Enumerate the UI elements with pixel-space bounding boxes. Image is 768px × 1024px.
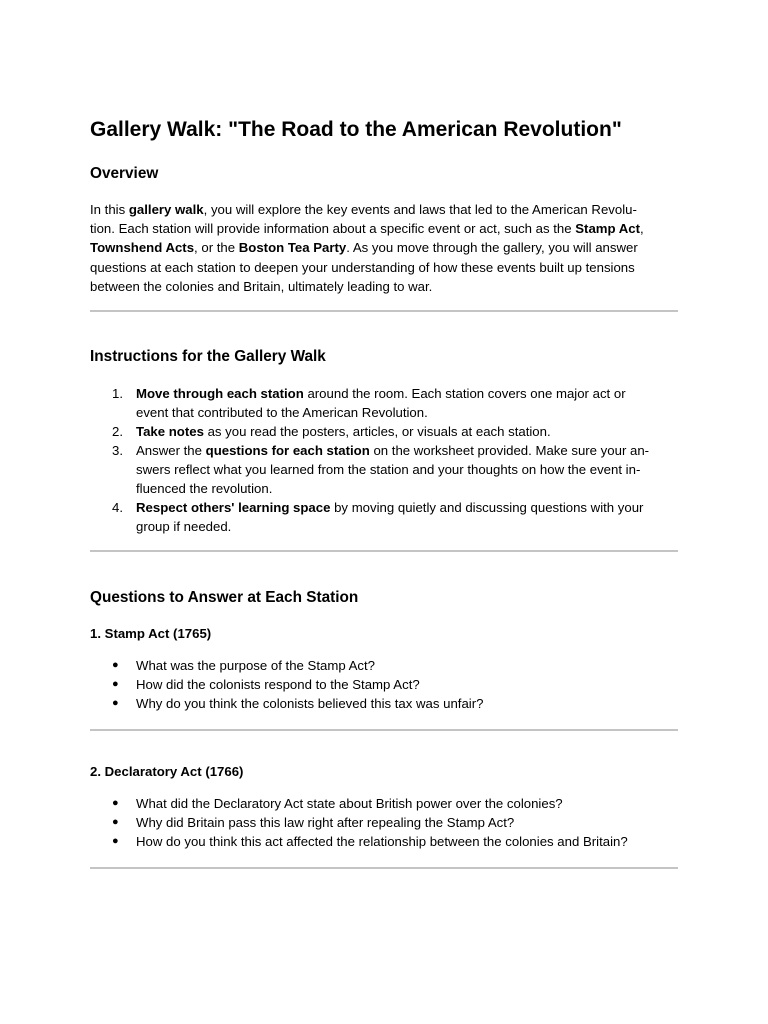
- overview-text: , or the: [194, 240, 239, 256]
- overview-bold-gallery-walk: gallery walk: [128, 202, 204, 217]
- overview-bold-townshend-acts: Townshend Acts: [90, 240, 195, 256]
- question-item: [90, 813, 678, 832]
- overview-text: In this: [90, 202, 129, 217]
- overview-text: . As you move through the gallery, you will answer: [346, 240, 638, 256]
- overview-bold-stamp-act: Stamp Act: [575, 221, 640, 237]
- instruction-text: Answer the: [136, 443, 206, 458]
- overview-line: questions at each station to deepen your understanding of how these events built up tensions: [90, 259, 635, 275]
- instruction-item: [90, 422, 678, 441]
- overview-line: [90, 238, 678, 257]
- question-item: [90, 832, 678, 851]
- question-text: What was the purpose of the Stamp Act?: [136, 658, 375, 673]
- instruction-line: event that contributed to the American Revolution.: [136, 405, 428, 420]
- overview-heading: Overview: [90, 165, 159, 182]
- questions-heading: Questions to Answer at Each Station: [90, 589, 359, 606]
- overview-bold-boston-tea-party: Boston Tea Party: [238, 240, 347, 256]
- station-questions-list: [90, 794, 678, 851]
- overview-text: tion. Each station will provide information about a specific event or act, such as the: [90, 221, 576, 237]
- bullet-icon: ●: [112, 797, 119, 809]
- instruction-bold: Move through each station: [136, 386, 304, 401]
- station-questions-list: [90, 656, 678, 713]
- overview-line: between the colonies and Britain, ultimately leading to war.: [90, 278, 433, 294]
- bullet-icon: ●: [112, 697, 119, 709]
- instruction-text: as you read the posters, articles, or visuals at each station.: [203, 424, 551, 439]
- bullet-icon: ●: [112, 835, 119, 847]
- instruction-text: by moving quietly and discussing questions with your: [330, 500, 644, 515]
- section-divider: [90, 310, 678, 312]
- station-title-declaratory-act: 2. Declaratory Act (1766): [90, 764, 244, 779]
- question-text: What did the Declaratory Act state about British power over the colonies?: [136, 796, 563, 811]
- overview-line: [90, 219, 678, 238]
- bullet-icon: ●: [112, 816, 119, 828]
- instruction-text: on the worksheet provided. Make sure your an-: [369, 443, 650, 458]
- station-title-stamp-act: 1. Stamp Act (1765): [90, 626, 212, 641]
- overview-text: , you will explore the key events and laws that led to the American Revolu-: [203, 202, 637, 217]
- overview-line: [90, 200, 678, 219]
- instruction-line: swers reflect what you learned from the station and your thoughts on how the event in-: [136, 462, 641, 477]
- instruction-line: [136, 384, 678, 403]
- question-text: Why did Britain pass this law right after repealing the Stamp Act?: [136, 815, 515, 830]
- instruction-line: [136, 498, 678, 517]
- instruction-number: 3.: [112, 443, 123, 458]
- instruction-bold: questions for each station: [205, 443, 370, 458]
- instruction-text: around the room. Each station covers one major act or: [303, 386, 626, 401]
- instruction-line: group if needed.: [136, 519, 232, 534]
- instruction-number: 2.: [112, 424, 123, 439]
- section-divider: [90, 867, 678, 869]
- instructions-list: [90, 384, 678, 536]
- overview-paragraph: [90, 200, 678, 296]
- bullet-icon: ●: [112, 659, 119, 671]
- instructions-heading: Instructions for the Gallery Walk: [90, 348, 326, 365]
- instruction-line: fluenced the revolution.: [136, 481, 273, 496]
- instruction-item: [90, 441, 678, 498]
- instruction-bold: Respect others' learning space: [136, 500, 331, 515]
- question-item: [90, 694, 678, 713]
- instruction-line: [136, 441, 678, 460]
- instruction-line: [136, 422, 678, 441]
- question-item: [90, 656, 678, 675]
- bullet-icon: ●: [112, 678, 119, 690]
- section-divider: [90, 729, 678, 731]
- instruction-item: [90, 498, 678, 536]
- overview-text: ,: [640, 221, 644, 237]
- instruction-bold: Take notes: [136, 424, 204, 439]
- document-title: Gallery Walk: "The Road to the American Revolution": [90, 118, 622, 141]
- section-divider: [90, 550, 678, 552]
- question-text: How did the colonists respond to the Stamp Act?: [136, 677, 420, 692]
- question-item: [90, 675, 678, 694]
- question-text: How do you think this act affected the relationship between the colonies and Britain?: [136, 834, 628, 849]
- instruction-number: 1.: [112, 386, 123, 401]
- question-item: [90, 794, 678, 813]
- instruction-number: 4.: [112, 500, 123, 515]
- instruction-item: [90, 384, 678, 422]
- question-text: Why do you think the colonists believed this tax was unfair?: [136, 696, 484, 711]
